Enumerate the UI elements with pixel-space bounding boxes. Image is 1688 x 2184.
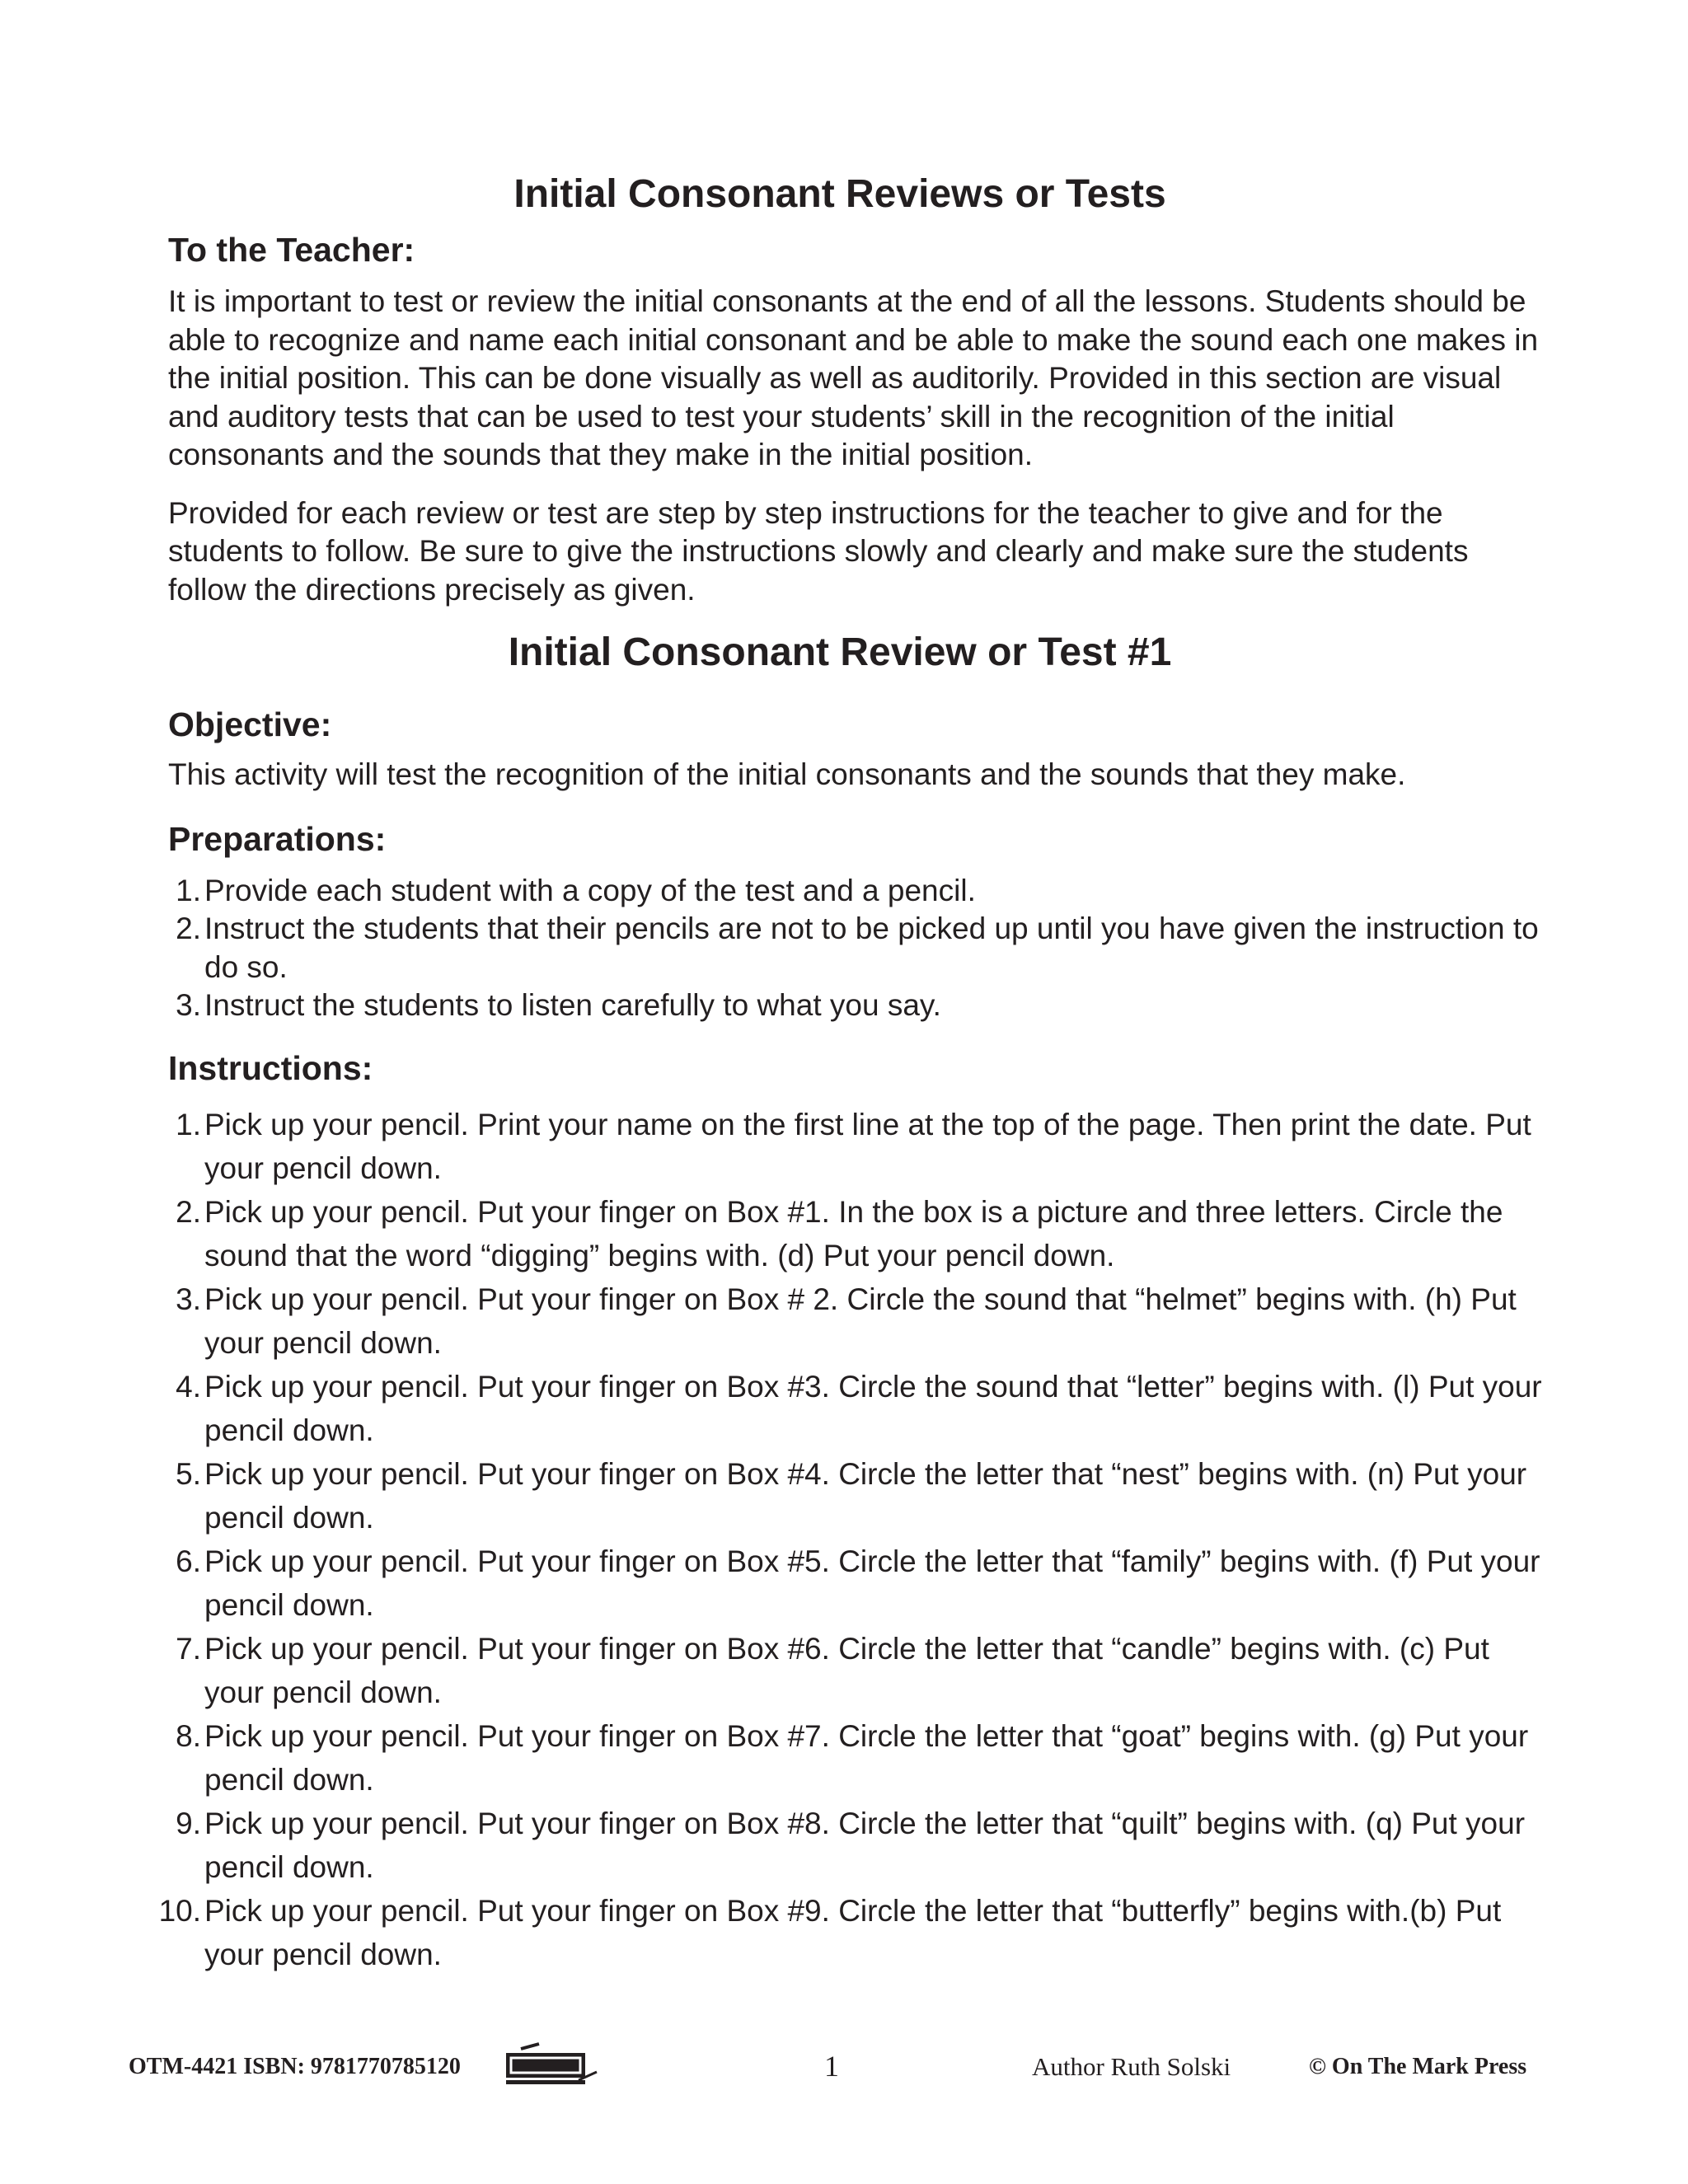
footer-author: Author Ruth Solski <box>1032 2052 1231 2081</box>
list-item <box>168 1190 1553 1277</box>
item-number: 9. <box>176 1806 201 1840</box>
test1-title: Initial Consonant Review or Test #1 <box>508 630 1172 674</box>
item-number: 7. <box>176 1631 201 1666</box>
item-number: 4. <box>176 1369 201 1404</box>
item-text: Pick up your pencil. Put your finger on Box # 2. Circle the sound that “helmet” begins with. (h) Put your pencil down. <box>204 1282 1517 1360</box>
item-number: 10. <box>158 1893 201 1928</box>
page-number: 1 <box>824 2050 839 2083</box>
item-number: 2. <box>176 912 201 945</box>
list-item <box>168 987 1553 1025</box>
item-text: Pick up your pencil. Put your finger on Box #6. Circle the letter that “candle” begins with. (c) Put your pencil down. <box>204 1631 1489 1709</box>
instructions-list <box>158 1103 1553 1976</box>
item-text: Pick up your pencil. Put your finger on Box #1. In the box is a picture and three letters. Circle the sound that the word “digging” begins with. (d) Put your pencil down. <box>204 1194 1503 1272</box>
item-text: Provide each student with a copy of the test and a pencil. <box>204 873 976 907</box>
item-number: 2. <box>176 1194 201 1229</box>
item-number: 1. <box>176 873 201 907</box>
item-text: Pick up your pencil. Put your finger on Box #7. Circle the letter that “goat” begins with. (g) Put your pencil down. <box>204 1718 1529 1797</box>
item-number: 3. <box>176 1282 201 1316</box>
item-text: Pick up your pencil. Put your finger on Box #3. Circle the sound that “letter” begins with. (l) Put your pencil down. <box>204 1369 1542 1447</box>
list-item <box>168 1714 1553 1802</box>
item-number: 5. <box>176 1456 201 1491</box>
list-item <box>168 1627 1553 1714</box>
instructions-heading: Instructions: <box>168 1048 373 1087</box>
item-number: 3. <box>176 988 201 1022</box>
page-title: Initial Consonant Reviews or Tests <box>513 172 1166 216</box>
item-number: 8. <box>176 1718 201 1753</box>
item-text: Pick up your pencil. Put your finger on Box #9. Circle the letter that “butterfly” begins with.(b) Put your pencil down. <box>204 1893 1502 1971</box>
preparations-list <box>168 872 1553 1025</box>
teacher-paragraph-2: Provided for each review or test are step by step instructions for the teacher to give and for the students to follow. Be sure to give the instructions slowly and clearly and make sure the students follow the directions precisely as given. <box>168 495 1469 607</box>
item-number: 1. <box>176 1107 201 1141</box>
document-page <box>158 169 1553 1976</box>
list-item <box>168 1802 1553 1889</box>
item-number: 6. <box>176 1544 201 1578</box>
teacher-heading: To the Teacher: <box>168 231 415 269</box>
item-text: Instruct the students to listen carefully to what you say. <box>204 988 941 1022</box>
objective-heading: Objective: <box>168 705 332 743</box>
list-item <box>168 1452 1553 1540</box>
list-item <box>158 1889 1553 1976</box>
list-item <box>168 1103 1553 1190</box>
list-item <box>168 1277 1553 1365</box>
item-text: Pick up your pencil. Print your name on the first line at the top of the page. Then print the date. Put your pencil down. <box>204 1107 1531 1185</box>
preparations-heading: Preparations: <box>168 819 387 858</box>
item-text: Pick up your pencil. Put your finger on Box #4. Circle the letter that “nest” begins with. (n) Put your pencil down. <box>204 1456 1527 1535</box>
footer-copyright: © On The Mark Press <box>1309 2054 1527 2079</box>
list-item <box>168 1540 1553 1627</box>
chalkboard-logo-icon <box>504 2042 600 2088</box>
list-item <box>168 1365 1553 1452</box>
list-item <box>168 910 1553 987</box>
teacher-paragraph-1: It is important to test or review the initial consonants at the end of all the lessons. Students should be able to recognize and name each initial consonant and be able to make the sound each one makes in the initial position. This can be done visually as well as auditorily. Provided in this section are visual and auditory tests that can be used to test your students’ skill in the recognition of the initial consonants and the sounds that they make in the initial position. <box>168 284 1539 471</box>
objective-text: This activity will test the recognition of the initial consonants and the sounds that they make. <box>168 757 1406 791</box>
item-text: Pick up your pencil. Put your finger on Box #5. Circle the letter that “family” begins with. (f) Put your pencil down. <box>204 1544 1540 1622</box>
footer-isbn: OTM-4421 ISBN: 9781770785120 <box>129 2054 461 2079</box>
item-text: Pick up your pencil. Put your finger on Box #8. Circle the letter that “quilt” begins with. (q) Put your pencil down. <box>204 1806 1526 1884</box>
page-footer <box>0 2042 1688 2092</box>
list-item <box>168 872 1553 911</box>
item-text: Instruct the students that their pencils are not to be picked up until you have given the instruction to do so. <box>204 912 1539 984</box>
